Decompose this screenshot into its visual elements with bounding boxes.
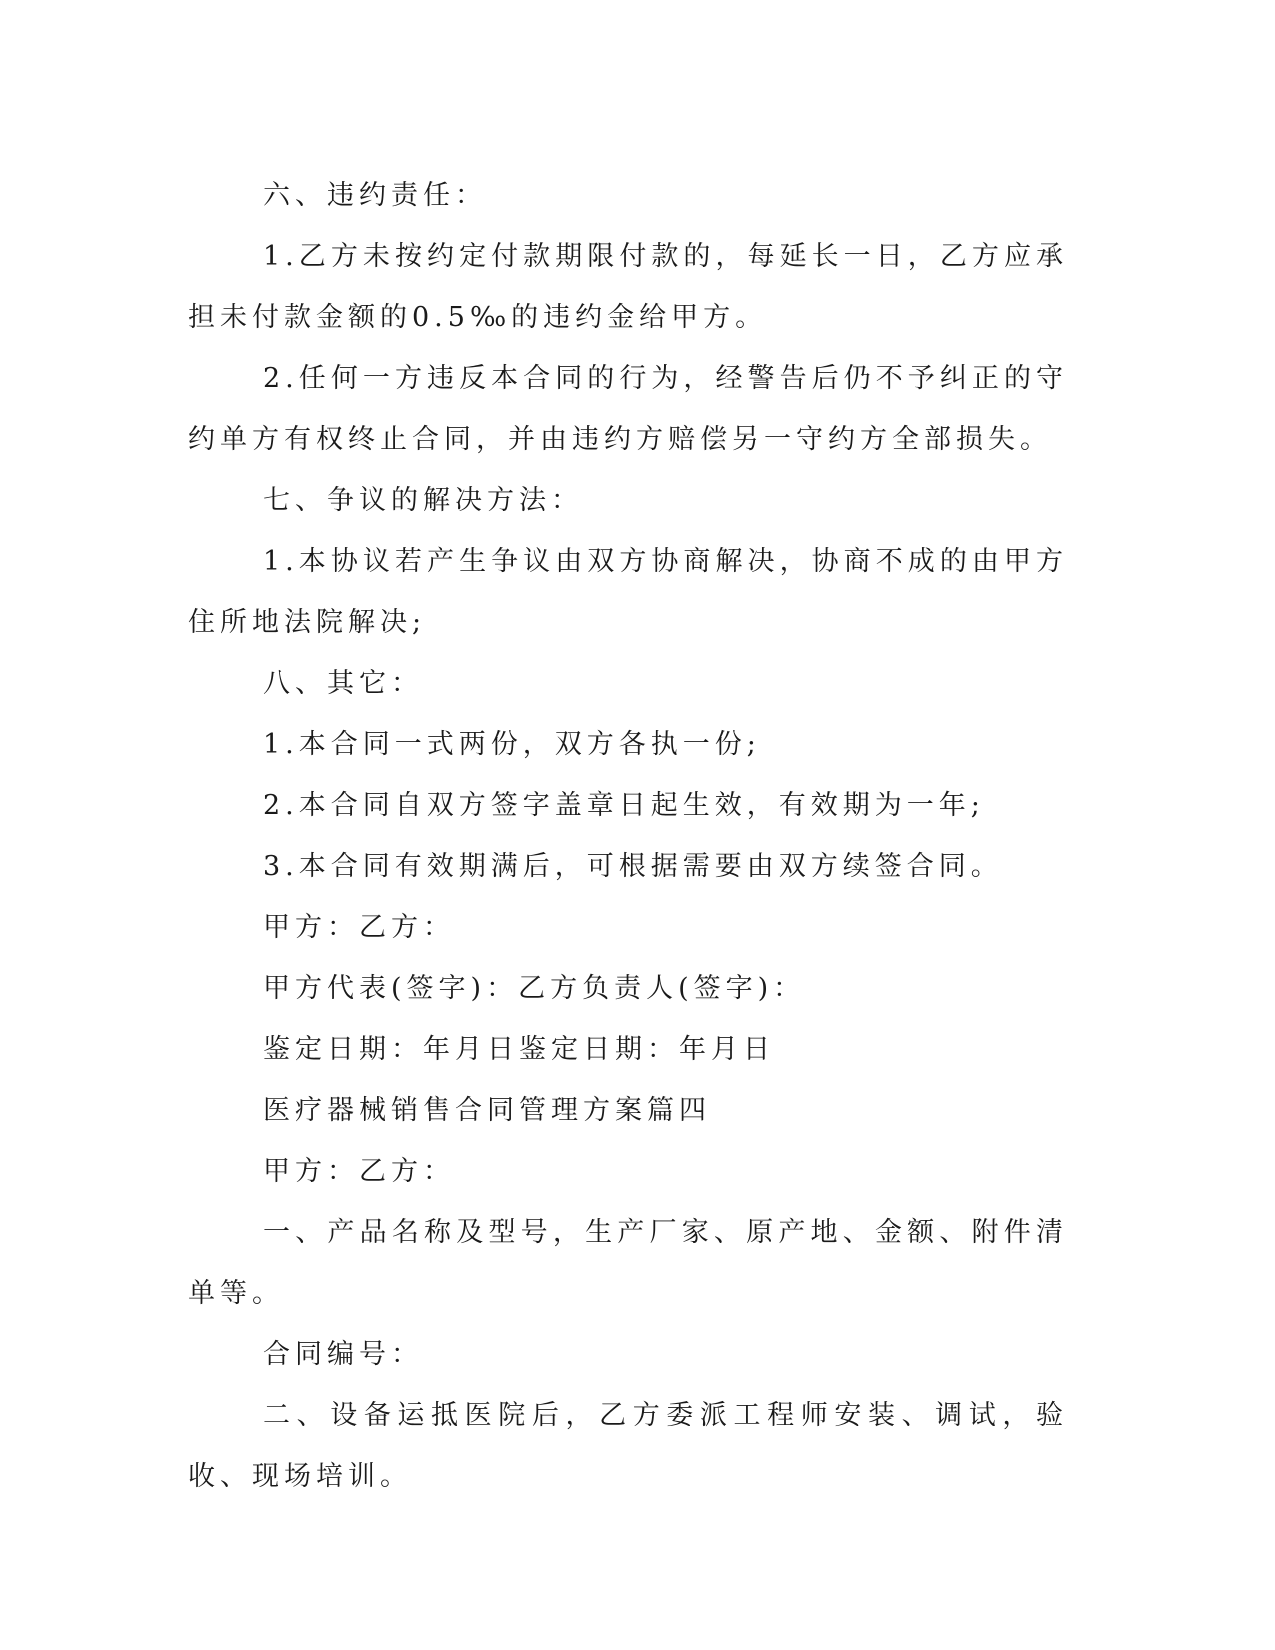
section-heading-breach: 六、违约责任： <box>263 180 487 211</box>
party-line: 甲方：乙方： <box>263 1156 455 1187</box>
paragraph: 2.任何一方违反本合同的行为，经警告后仍不予纠正的守约单方有权终止合同，并由违约方赔偿另一守约方全部损失。 <box>188 363 1068 455</box>
paragraph: 1.本协议若产生争议由双方协商解决，协商不成的由甲方住所地法院解决; <box>188 546 1068 638</box>
section-heading-other: 八、其它： <box>263 668 423 699</box>
signature-line: 甲方代表(签字)：乙方负责人(签字)： <box>263 973 806 1004</box>
section-heading-dispute: 七、争议的解决方法： <box>263 485 583 516</box>
date-line: 鉴定日期：年月日鉴定日期：年月日 <box>263 1034 775 1065</box>
document-subtitle: 医疗器械销售合同管理方案篇四 <box>263 1095 711 1126</box>
document-body <box>188 165 1068 1507</box>
paragraph: 二、设备运抵医院后，乙方委派工程师安装、调试，验收、现场培训。 <box>188 1400 1068 1492</box>
party-line: 甲方：乙方： <box>263 912 455 943</box>
paragraph: 一、产品名称及型号，生产厂家、原产地、金额、附件清单等。 <box>188 1217 1068 1309</box>
paragraph: 1.本合同一式两份，双方各执一份; <box>263 729 761 760</box>
contract-number-line: 合同编号： <box>263 1339 423 1370</box>
paragraph: 3.本合同有效期满后，可根据需要由双方续签合同。 <box>263 851 1003 882</box>
paragraph: 2.本合同自双方签字盖章日起生效，有效期为一年; <box>263 790 985 821</box>
paragraph: 1.乙方未按约定付款期限付款的，每延长一日，乙方应承担未付款金额的0.5‰的违约金给甲方。 <box>188 241 1068 333</box>
